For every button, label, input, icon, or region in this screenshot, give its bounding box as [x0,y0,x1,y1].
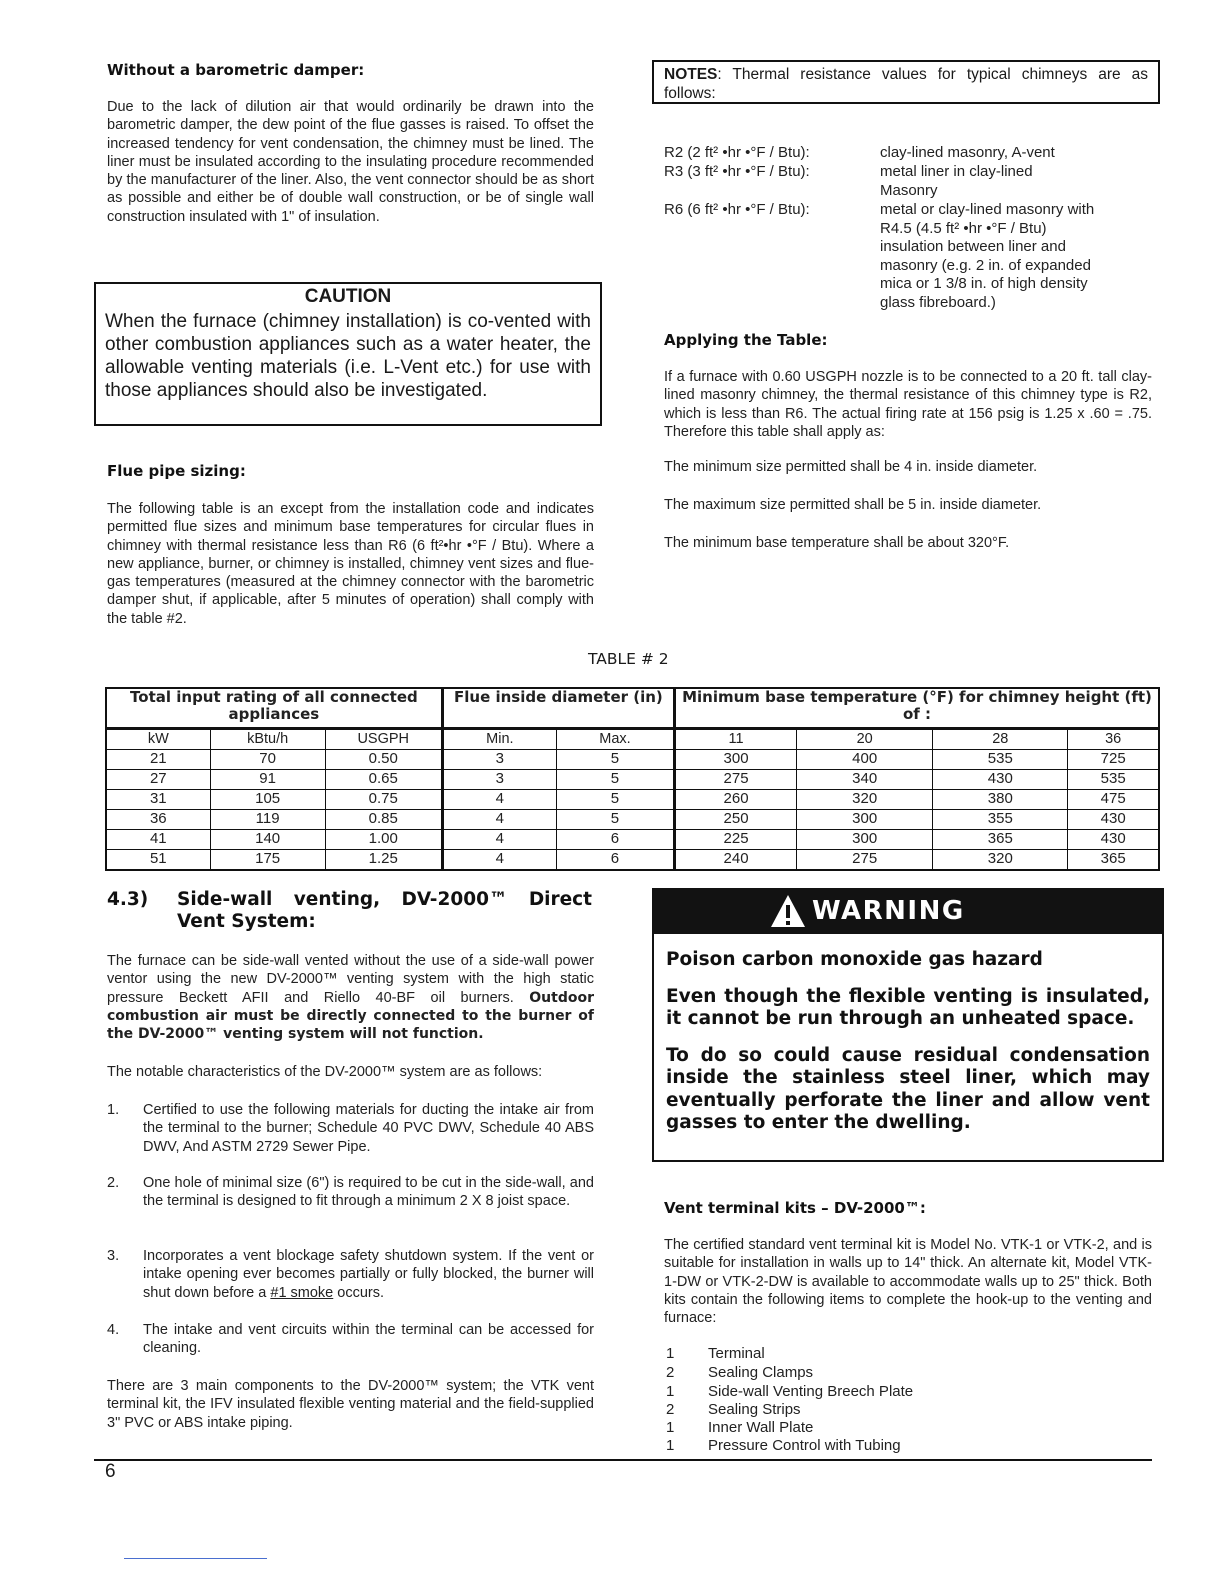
resistance-label: R6 (6 ft² •hr •°F / Btu): [664,201,810,218]
kit-name: Inner Wall Plate [708,1419,814,1436]
list-item-text-a: Incorporates a vent blockage safety shutdown system. If the vent or intake opening ever becomes partially or fully blocked, the burner will shut down before a [143,1248,594,1301]
section-paragraph-1 [107,952,594,1043]
warning-box [652,888,1164,1162]
table-cell: 91 [210,770,325,790]
table-cell: 70 [210,750,325,770]
table-cell: 3 [442,750,556,770]
table-cell: 31 [106,790,210,810]
kit-item [666,1345,765,1364]
kit-qty: 1 [666,1419,675,1436]
table-cell: 275 [797,850,933,871]
warning-line: Poison carbon monoxide gas hazard [666,949,1043,970]
table-row [106,790,1159,810]
paragraph-without-damper: Due to the lack of dilution air that would ordinarily be drawn into the barometric damper, the dew point of the flue gasses is raised. To offset the increased tendency for vent condensation, the chimney must be lined. The liner must be insulated according to the insulating procedure recommended by the manufacturer of the liner. Also, the vent connector should be as short as possible and either be of double wall construction, or be of single wall construction insulated with 1" of insulation. [107,99,594,225]
applying-line-max-size: The maximum size permitted shall be 5 in. inside diameter. [664,497,1042,513]
table-cell: 430 [1068,830,1159,850]
table-cell: 320 [933,850,1068,871]
table-cell: 5 [556,770,674,790]
table-cell: 0.75 [325,790,442,810]
list-item-number: 2. [107,1175,120,1191]
table-cell: 6 [556,850,674,871]
warning-triangle-icon [770,894,806,928]
warning-label: WARNING [812,896,965,926]
table-cell: 4 [442,850,556,871]
resistance-desc: metal or clay-lined masonry with R4.5 (4.5 ft² •hr •°F / Btu) insulation between liner and masonry (e.g. 2 in. of expanded mica or 1 3/8 in. of high density glass fibreboard.) [880,201,1095,311]
warning-body [654,934,1162,1135]
table-cell: 400 [797,750,933,770]
table-cell: 1.00 [325,830,442,850]
resistance-desc: metal liner in clay-lined Masonry [880,163,1033,199]
kit-qty: 1 [666,1383,675,1400]
section-paragraph-1-bold: Outdoor combustion air must be directly connected to the burner of the DV-2000™ venting system will not function. [107,989,594,1043]
section-paragraph-1-text: The furnace can be side-wall vented without the use of a side-wall power ventor using the new DV-2000™ venting system with the high static pressure Beckett AFII and Riello 40-BF oil burners. [107,953,594,1006]
table-cell: 1.25 [325,850,442,871]
kit-name: Side-wall Venting Breech Plate [708,1383,914,1400]
list-item [107,1321,594,1358]
list-item [107,1174,594,1211]
table-cell: 300 [675,750,797,770]
section-paragraph-3: There are 3 main components to the DV-2000™ system; the VTK vent terminal kit, the IFV insulated flexible venting material and the field-supplied 3" PVC or ABS intake piping. [107,1378,594,1431]
smoke-link[interactable]: #1 smoke [270,1284,334,1301]
resistance-label: R2 (2 ft² •hr •°F / Btu): [664,144,810,161]
table-cell: 119 [210,810,325,830]
table-cell: 380 [933,790,1068,810]
table-sub-header-row [106,729,1159,750]
heading-without-damper: Without a barometric damper: [107,61,365,79]
table-row [106,810,1159,830]
list-item-number: 4. [107,1322,120,1338]
col-header: kBtu/h [210,729,325,750]
page-number: 6 [105,1461,116,1482]
warning-line: Even though the flexible venting is insulated, it cannot be run through an unheated space. [666,985,1150,1029]
caution-title: CAUTION [304,286,392,307]
section-title: Side-wall venting, DV-2000™ Direct Vent System: [177,889,592,932]
section-paragraph-2: The notable characteristics of the DV-2000™ system are as follows: [107,1064,543,1080]
table-cell: 27 [106,770,210,790]
table-cell: 365 [1068,850,1159,871]
table-cell: 51 [106,850,210,871]
list-item-number: 1. [107,1102,120,1118]
table-cell: 250 [675,810,797,830]
kit-item [666,1437,901,1456]
list-item-text: One hole of minimal size (6") is required to be cut in the side-wall, and the terminal is designed to fit through a minimum 2 X 8 joist space. [143,1175,594,1210]
resistance-label: R3 (3 ft² •hr •°F / Btu): [664,163,810,180]
kit-qty: 2 [666,1364,675,1381]
table-cell: 0.50 [325,750,442,770]
table-caption: TABLE # 2 [588,650,669,668]
table-cell: 5 [556,810,674,830]
table-cell: 4 [442,830,556,850]
warning-bar [654,890,1162,934]
paragraph-applying-table: If a furnace with 0.60 USGPH nozzle is to be connected to a 20 ft. tall clay-lined masonry chimney, the thermal resistance of this chimney type is R2, which is less than R6. The actual firing rate at 156 psig is 1.25 x .60 = .75. Therefore this table shall apply as: [664,369,1152,440]
list-item-text: Certified to use the following materials for ducting the intake air from the terminal to the burner; Schedule 40 PVC DWV, Schedule 40 ABS DWV, And ASTM 2729 Sewer Pipe. [143,1102,594,1155]
list-item-number: 3. [107,1248,120,1264]
table-cell: 320 [797,790,933,810]
table-cell: 365 [933,830,1068,850]
table-cell: 4 [442,790,556,810]
table-cell: 0.65 [325,770,442,790]
group-header-flue-diameter: Flue inside diameter (in) [442,688,674,729]
col-header: kW [106,729,210,750]
footer-rule [94,1459,1152,1461]
list-item-text-b: occurs. [333,1284,385,1301]
table-row [106,830,1159,850]
table-cell: 140 [210,830,325,850]
table-cell: 105 [210,790,325,810]
table-row [106,770,1159,790]
notes-box [652,60,1160,104]
table-row [106,750,1159,770]
bottom-link-underline [124,1558,267,1559]
paragraph-vent-terminal-kits: The certified standard vent terminal kit is Model No. VTK-1 or VTK-2, and is suitable for installation in walls up to 14" thick. An alternate kit, Model VTK-1-DW or VTK-2-DW is available to accommodate walls up to 25" thick. Both kits contain the following items to complete the hook-up to the venting and furnace: [664,1237,1152,1327]
heading-applying-table: Applying the Table: [664,331,828,349]
list-item-text [143,1247,594,1302]
kit-qty: 1 [666,1437,675,1454]
warning-line: To do so could cause residual condensation inside the stainless steel liner, which may eventually perforate the liner and allow vent gasses to enter the dwelling. [666,1044,1150,1133]
col-header: 20 [797,729,933,750]
applying-line-min-size: The minimum size permitted shall be 4 in. inside diameter. [664,459,1038,475]
kit-item [666,1401,801,1420]
table-row [106,850,1159,871]
table-cell: 240 [675,850,797,871]
table-cell: 260 [675,790,797,810]
col-header: 11 [675,729,797,750]
heading-vent-terminal-kits: Vent terminal kits – DV-2000™: [664,1199,926,1217]
table-cell: 300 [797,810,933,830]
kit-name: Pressure Control with Tubing [708,1437,901,1454]
col-header: 28 [933,729,1068,750]
col-header: Min. [442,729,556,750]
col-header: Max. [556,729,674,750]
list-item [107,1101,594,1156]
table-cell: 475 [1068,790,1159,810]
col-header: 36 [1068,729,1159,750]
table-cell: 535 [1068,770,1159,790]
notes-text: : Thermal resistance values for typical chimneys are as follows: [664,66,1148,102]
applying-line-base-temp: The minimum base temperature shall be about 320°F. [664,535,1010,551]
table-cell: 430 [1068,810,1159,830]
kit-name: Sealing Strips [708,1401,801,1418]
kit-name: Sealing Clamps [708,1364,814,1381]
table-cell: 5 [556,750,674,770]
kit-item [666,1364,813,1383]
section-number: 4.3) [107,889,149,910]
table-cell: 6 [556,830,674,850]
table-cell: 355 [933,810,1068,830]
col-header: USGPH [325,729,442,750]
heading-flue-pipe-sizing: Flue pipe sizing: [107,462,246,480]
resistance-desc: clay-lined masonry, A-vent [880,144,1055,161]
table-cell: 41 [106,830,210,850]
table-cell: 5 [556,790,674,810]
table-cell: 175 [210,850,325,871]
paragraph-flue-pipe-sizing: The following table is an except from the installation code and indicates permitted flue sizes and minimum base temperatures for circular flues in chimney with thermal resistance less than R6 (6 ft²•hr •°F / Btu). Where a new appliance, burner, or chimney is installed, chimney vent sizes and flue-gas temperatures (measured at the chimney connector with the barometric damper shut, if applicable, after 5 minutes of operation) shall comply with the table #2. [107,501,594,627]
notes-label: NOTES [664,66,718,83]
table-cell: 3 [442,770,556,790]
list-item-text: The intake and vent circuits within the terminal can be accessed for cleaning. [143,1322,594,1357]
table-cell: 0.85 [325,810,442,830]
kit-qty: 2 [666,1401,675,1418]
group-header-input-rating: Total input rating of all connected appliances [106,688,442,729]
kit-item [666,1419,813,1438]
table-cell: 4 [442,810,556,830]
group-header-base-temperature: Minimum base temperature (°F) for chimney height (ft) of : [675,688,1160,729]
caution-box [94,282,602,426]
table-cell: 430 [933,770,1068,790]
table-cell: 225 [675,830,797,850]
kit-qty: 1 [666,1345,675,1362]
list-item [107,1247,594,1302]
table-cell: 21 [106,750,210,770]
table-cell: 36 [106,810,210,830]
table-cell: 340 [797,770,933,790]
kit-name: Terminal [708,1345,765,1362]
table-cell: 275 [675,770,797,790]
table-group-header-row [106,688,1159,729]
table-cell: 725 [1068,750,1159,770]
table-cell: 535 [933,750,1068,770]
table-cell: 300 [797,830,933,850]
table-2 [105,687,1160,871]
caution-text: When the furnace (chimney installation) is co-vented with other combustion appliances such as a water heater, the allowable venting materials (i.e. L-Vent etc.) for use with those appliances should also be investigated. [105,311,591,401]
kit-item [666,1383,913,1402]
